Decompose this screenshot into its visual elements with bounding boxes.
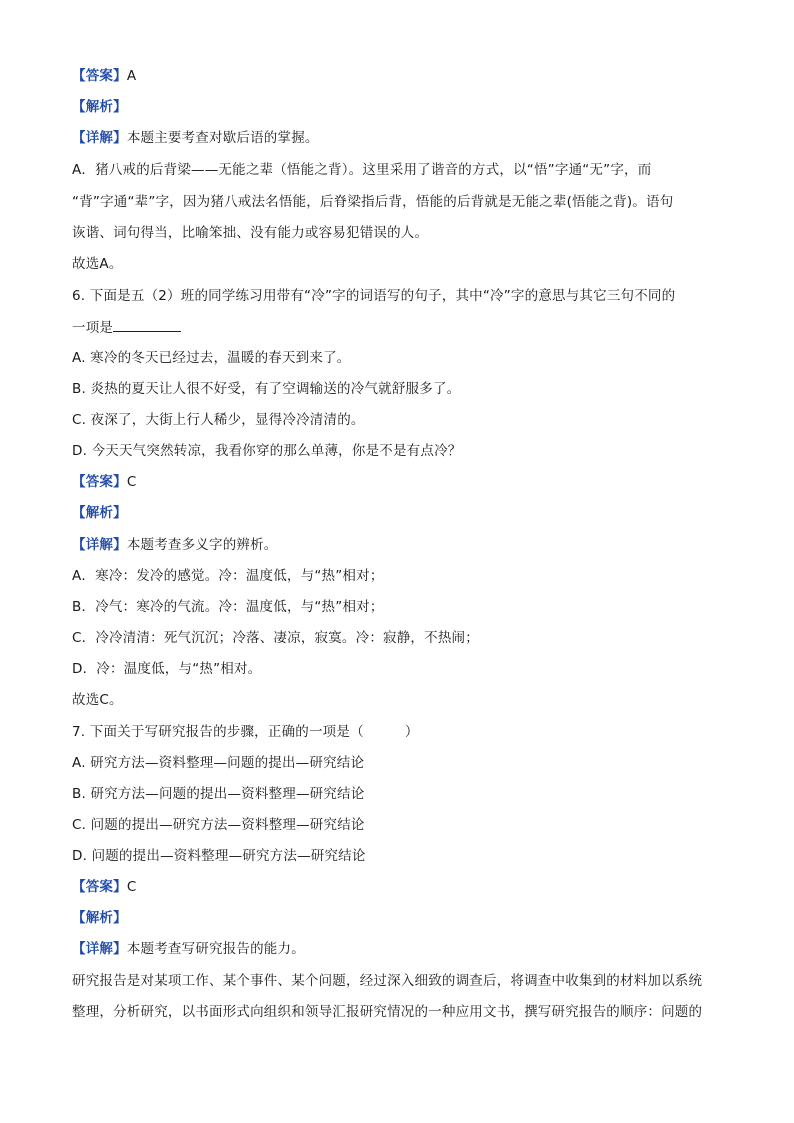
q5-conclusion: 故选A。 — [72, 256, 123, 272]
answer-tag: 【答案】 — [72, 879, 127, 895]
q5-explain-1: A．猪八戒的后背梁——无能之辈（悟能之背）。这里采用了谐音的方式，以“悟”字通“无”字，而 — [72, 162, 652, 178]
detail-tag: 【详解】 — [72, 130, 127, 146]
q7-explain-1: 研究报告是对某项工作、某个事件、某个问题，经过深入细致的调查后，将调查中收集到的材料加以系统 — [72, 973, 703, 989]
answer-tag: 【答案】 — [72, 474, 127, 490]
answer-value: C — [126, 474, 137, 490]
q6-option-a: A. 寒冷的冬天已经过去，温暖的春天到来了。 — [72, 350, 351, 366]
q6-option-c: C. 夜深了，大街上行人稀少，显得冷冷清清的。 — [72, 412, 365, 428]
q5-analysis-tag: 【解析】 — [72, 99, 127, 115]
q7-option-d: D. 问题的提出—资料整理—研究方法—研究结论 — [72, 848, 366, 864]
q7-answer-line — [72, 877, 136, 897]
q6-option-b: B. 炎热的夏天让人很不好受，有了空调输送的冷气就舒服多了。 — [72, 381, 461, 397]
detail-text: 本题主要考查对歇后语的掌握。 — [126, 130, 319, 146]
q5-answer-line — [72, 66, 136, 86]
q6-explain-d: D．冷：温度低，与“热”相对。 — [72, 661, 262, 677]
detail-tag: 【详解】 — [72, 537, 127, 553]
q7-explain-2: 整理，分析研究，以书面形式向组织和领导汇报研究情况的一种应用文书，撰写研究报告的顺序：问题的 — [72, 1004, 703, 1020]
q5-explain-2: “背”字通“辈”字，因为猪八戒法名悟能，后脊梁指后背，悟能的后背就是无能之辈(悟能之背)。语句 — [72, 194, 674, 210]
q6-answer-line — [72, 472, 136, 492]
answer-tag: 【答案】 — [72, 68, 127, 84]
detail-text: 本题考查写研究报告的能力。 — [126, 941, 305, 957]
q6-detail-line — [72, 535, 278, 555]
q6-option-d: D. 今天天气突然转凉，我看你穿的那么单薄，你是不是有点冷？ — [72, 443, 462, 459]
q6-explain-b: B．冷气：寒冷的气流。冷：温度低，与“热”相对； — [72, 599, 384, 615]
q5-detail-line — [72, 128, 319, 148]
q6-analysis-tag: 【解析】 — [72, 505, 127, 521]
detail-tag: 【详解】 — [72, 941, 127, 957]
q6-conclusion: 故选C。 — [72, 692, 123, 708]
q7-option-b: B. 研究方法—问题的提出—资料整理—研究结论 — [72, 786, 365, 802]
q5-explain-3: 诙谐、词句得当，比喻笨拙、没有能力或容易犯错误的人。 — [72, 225, 429, 241]
q6-explain-a: A．寒冷：发冷的感觉。冷：温度低，与“热”相对； — [72, 568, 384, 584]
answer-blank — [113, 317, 181, 332]
q6-stem-1: 6. 下面是五（2）班的同学练习用带有“冷”字的词语写的句子，其中“冷”字的意思与其它三句不同的 — [72, 288, 676, 304]
answer-value: C — [126, 879, 137, 895]
detail-text: 本题考查多义字的辨析。 — [126, 537, 278, 553]
q7-stem: 7. 下面关于写研究报告的步骤，正确的一项是（ ） — [72, 724, 419, 740]
q6-stem-2: 一项是 — [72, 317, 181, 338]
q6-explain-c: C．冷冷清清：死气沉沉；冷落、凄凉，寂寞。冷：寂静，不热闹； — [72, 630, 479, 646]
q7-option-c: C. 问题的提出—研究方法—资料整理—研究结论 — [72, 817, 365, 833]
q7-analysis-tag: 【解析】 — [72, 910, 127, 926]
q7-detail-line — [72, 939, 305, 959]
q7-option-a: A. 研究方法—资料整理—问题的提出—研究结论 — [72, 755, 365, 771]
answer-value: A — [126, 68, 137, 84]
